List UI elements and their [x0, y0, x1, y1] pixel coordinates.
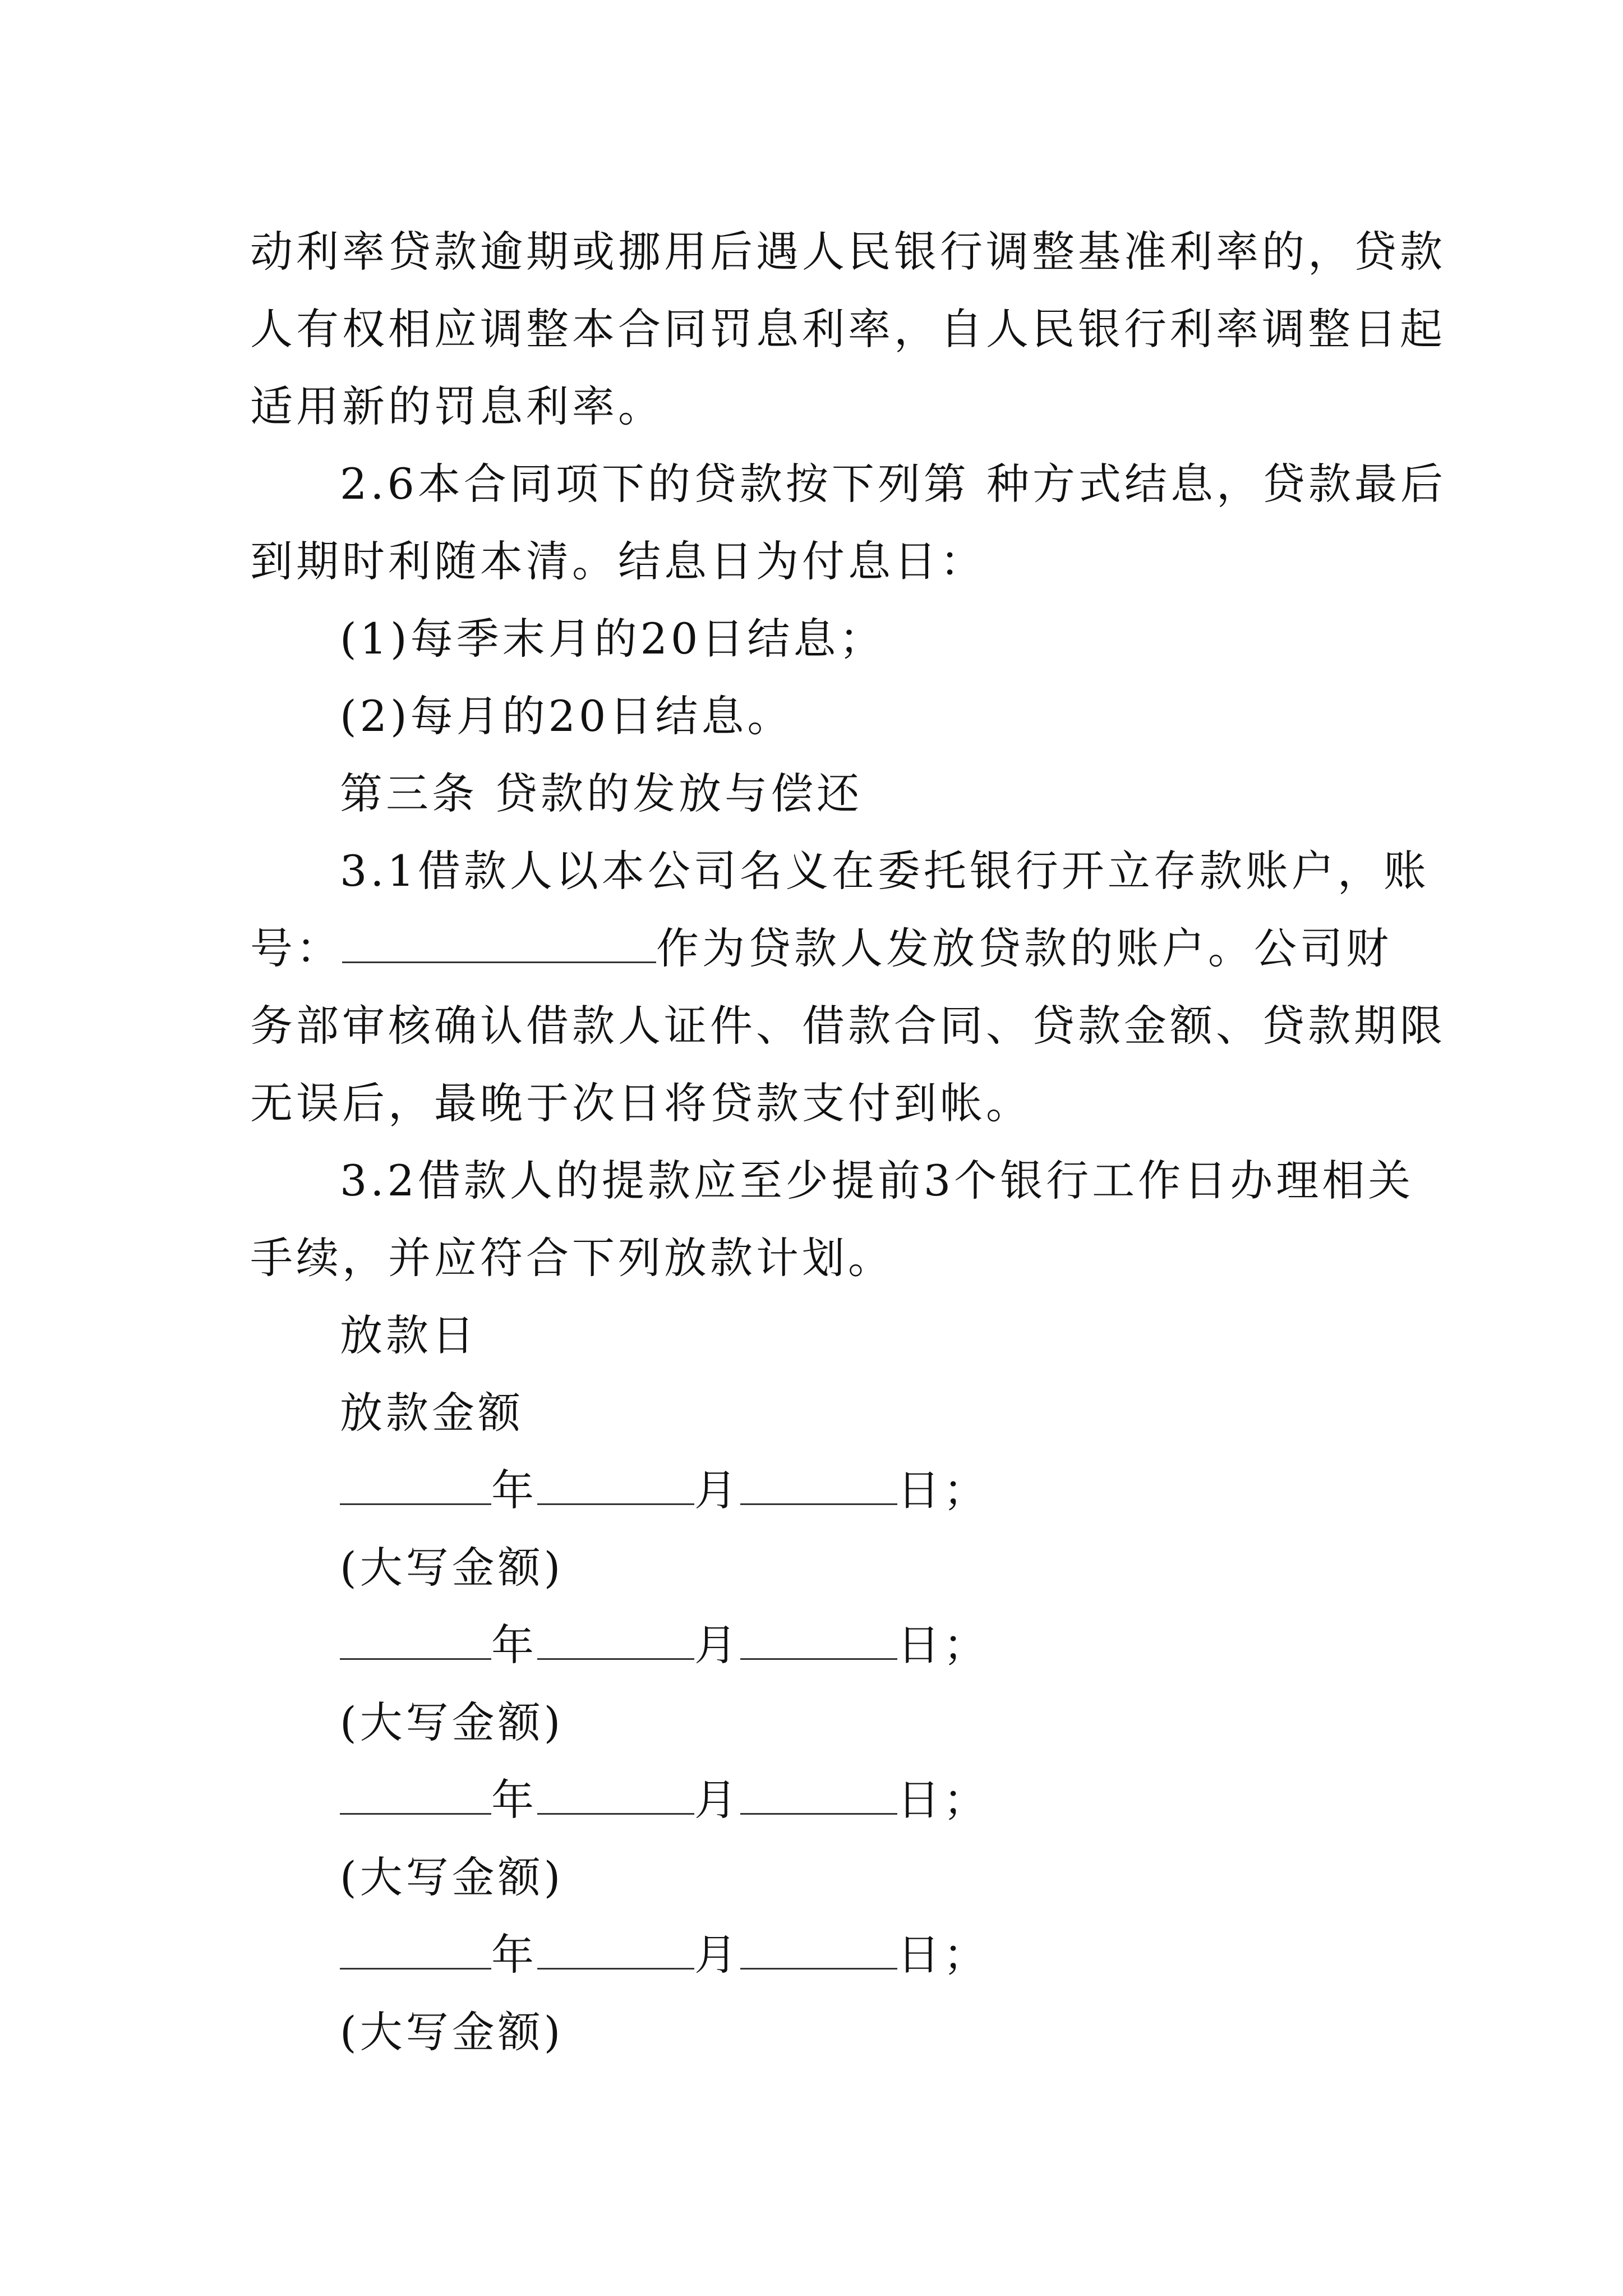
schedule-date-line: [250, 1607, 1390, 1684]
schedule-date-line: [250, 1761, 1390, 1839]
day-label: 日；: [897, 1930, 989, 1980]
section-heading: 第三条 贷款的发放与偿还: [340, 769, 863, 818]
schedule-header-amount: 放款金额: [340, 1388, 524, 1438]
text-line: 人有权相应调整本合同罚息利率，自人民银行利率调整日起: [250, 304, 1446, 354]
month-label: 月: [694, 1620, 740, 1670]
schedule-amount-line: (大写金额): [340, 2007, 564, 2057]
month-label: 月: [694, 1465, 740, 1515]
day-blank: [740, 1774, 897, 1815]
account-line-text: 作为贷款人发放贷款的账户。公司财: [656, 923, 1392, 973]
text-line: 2.6本合同项下的贷款按下列第 种方式结息，贷款最后: [340, 459, 1447, 509]
account-line: [250, 910, 1390, 987]
year-blank: [340, 1619, 491, 1660]
day-blank: [740, 1619, 897, 1660]
schedule-date-line: [250, 1452, 1390, 1529]
account-prefix: 号：: [250, 923, 342, 973]
text-line: (1)每季末月的20日结息；: [340, 614, 886, 664]
text-line: 务部审核确认借款人证件、借款合同、贷款金额、贷款期限: [250, 1001, 1446, 1051]
day-blank: [740, 1929, 897, 1970]
day-label: 日；: [897, 1465, 989, 1515]
day-label: 日；: [897, 1620, 989, 1670]
year-blank: [340, 1929, 491, 1970]
schedule-header-date: 放款日: [340, 1310, 478, 1360]
month-blank: [537, 1774, 694, 1815]
schedule-amount-line: (大写金额): [340, 1543, 564, 1593]
year-label: 年: [491, 1775, 537, 1825]
text-line: 动利率贷款逾期或挪用后遇人民银行调整基准利率的，贷款: [250, 227, 1446, 277]
year-label: 年: [491, 1620, 537, 1670]
year-blank: [340, 1774, 491, 1815]
schedule-amount-line: (大写金额): [340, 1697, 564, 1747]
year-label: 年: [491, 1930, 537, 1980]
day-blank: [740, 1464, 897, 1505]
text-line: 到期时利随本清。结息日为付息日：: [250, 536, 986, 586]
text-line: 3.1借款人以本公司名义在委托银行开立存款账户，账: [340, 846, 1430, 896]
month-label: 月: [694, 1775, 740, 1825]
year-label: 年: [491, 1465, 537, 1515]
text-line: 无误后，最晚于次日将贷款支付到帐。: [250, 1078, 1032, 1128]
text-line: 适用新的罚息利率。: [250, 381, 664, 431]
month-blank: [537, 1464, 694, 1505]
text-line: (2)每月的20日结息。: [340, 691, 794, 741]
day-label: 日；: [897, 1775, 989, 1825]
year-blank: [340, 1464, 491, 1505]
month-blank: [537, 1929, 694, 1970]
text-line: 3.2借款人的提款应至少提前3个银行工作日办理相关: [340, 1156, 1414, 1205]
month-blank: [537, 1619, 694, 1660]
account-number-blank: [342, 922, 656, 963]
document-page: [250, 213, 1447, 2071]
schedule-amount-line: (大写金额): [340, 1852, 564, 1902]
text-line: 手续，并应符合下列放款计划。: [250, 1233, 894, 1283]
month-label: 月: [694, 1930, 740, 1980]
schedule-date-line: [250, 1916, 1390, 1994]
